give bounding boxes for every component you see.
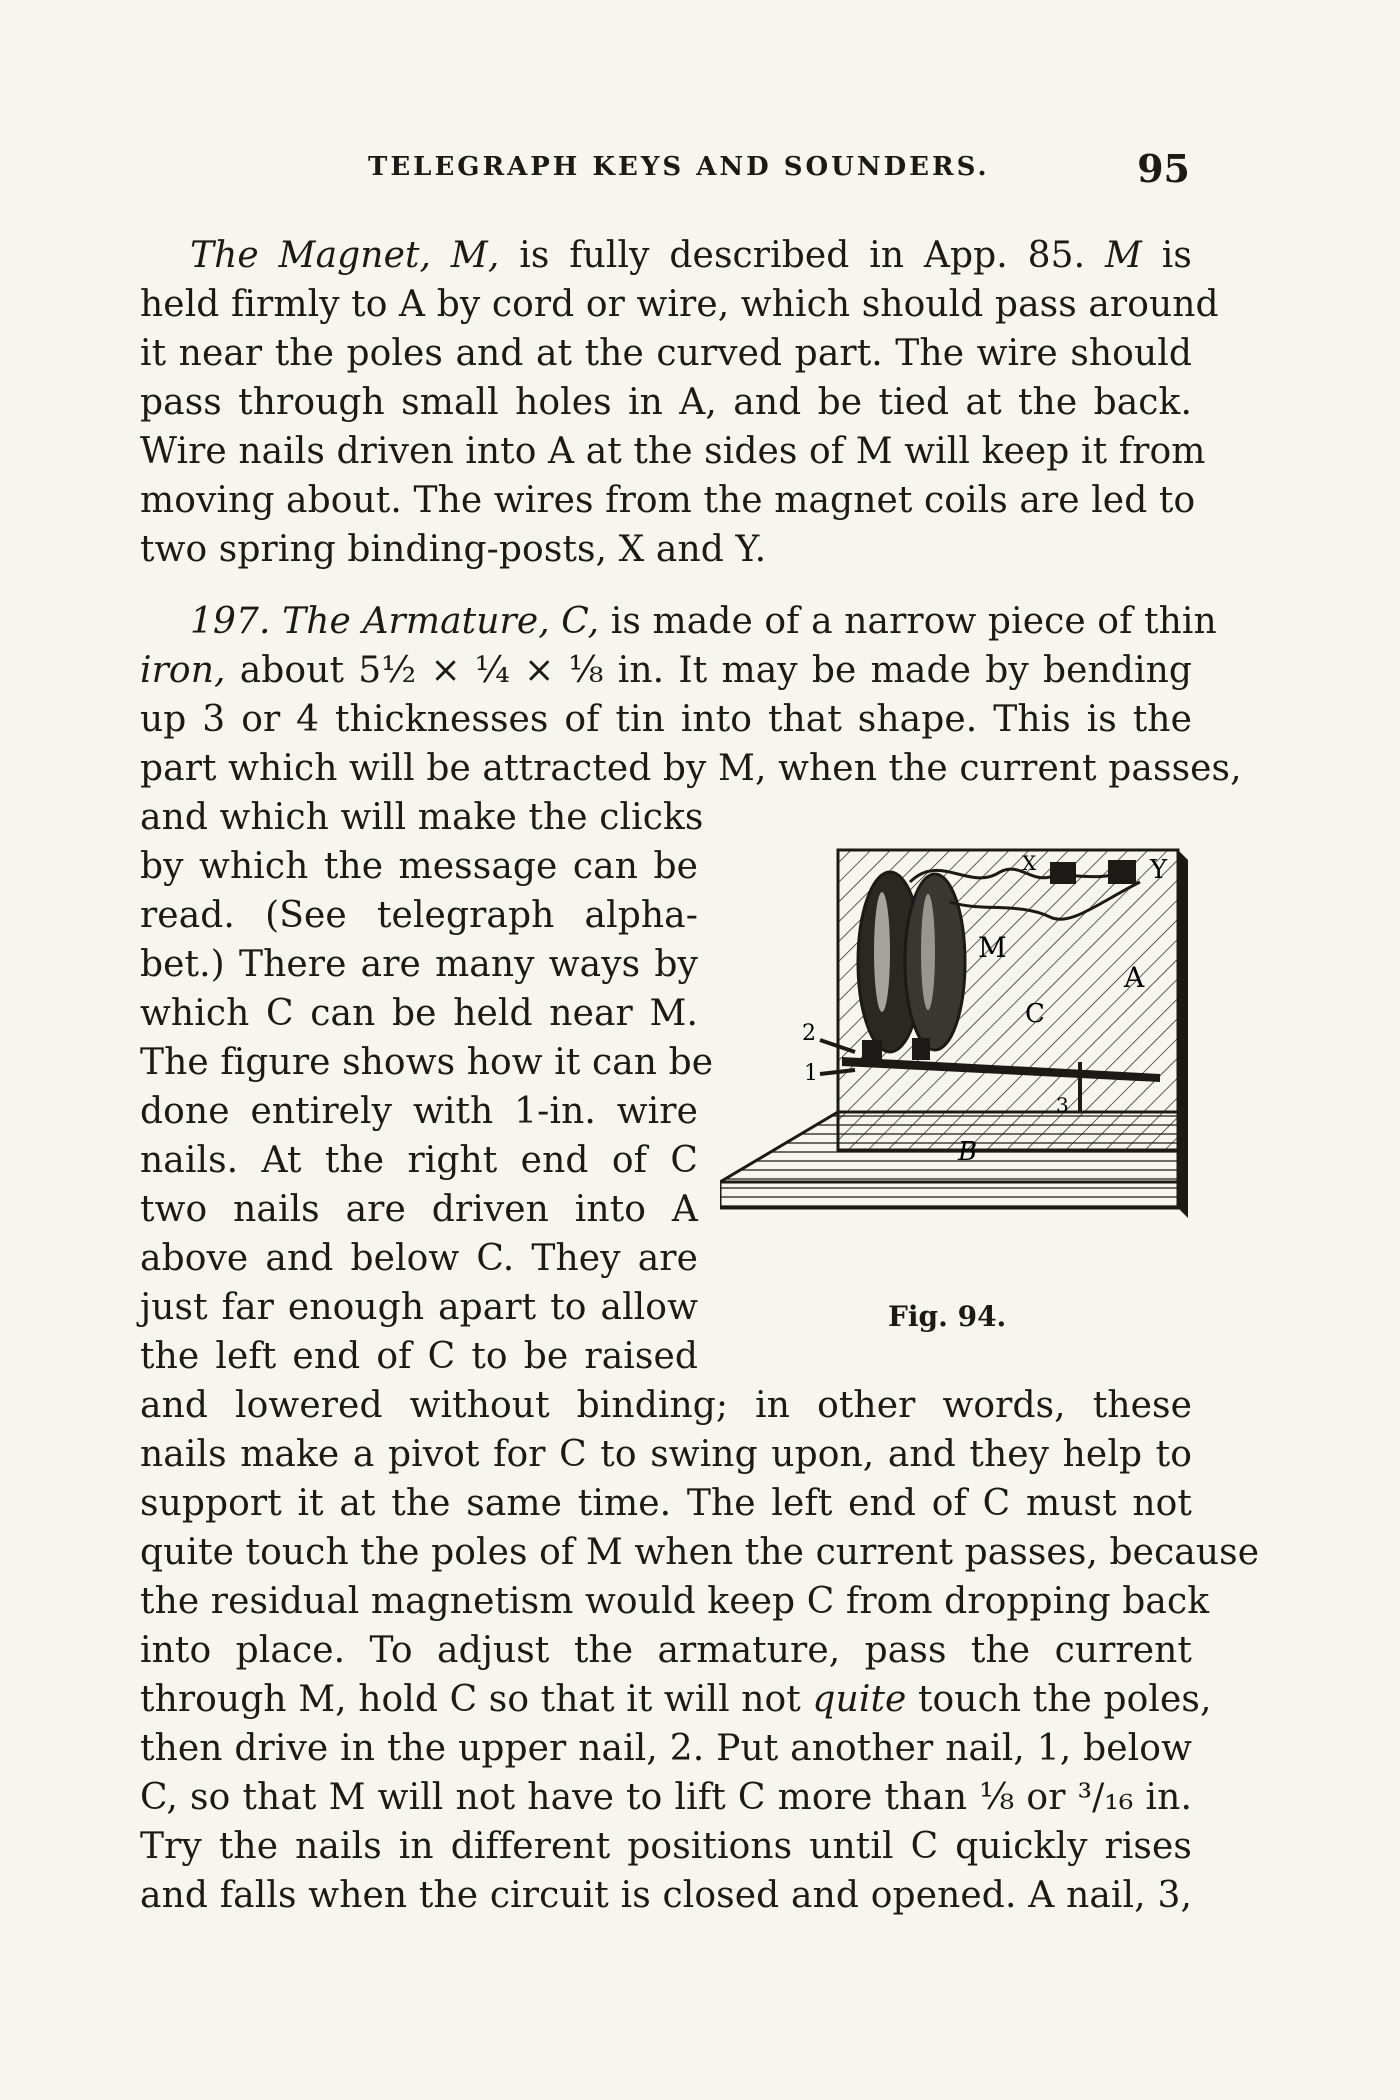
text-line: read. (See telegraph alpha-: [140, 895, 698, 936]
text-line: the left end of C to be raised: [140, 1336, 698, 1377]
text-line: part which will be attracted by M, when the current passes,: [140, 748, 1242, 789]
text-line: moving about. The wires from the magnet coils are led to: [140, 480, 1196, 521]
base-board-b: [720, 1112, 1188, 1218]
text-line: it near the poles and at the curved part. The wire should: [140, 333, 1192, 374]
label-2: 2: [802, 1021, 816, 1046]
text-line: Wire nails driven into A at the sides of M will keep it from: [140, 431, 1206, 472]
text-line: the residual magnetism would keep C from dropping back: [140, 1581, 1210, 1622]
text-line: The Magnet, M, is fully described in App. 85. M is: [190, 235, 1192, 276]
text-line: quite touch the poles of M when the current passes, because: [140, 1532, 1260, 1573]
page-number: 95: [1137, 146, 1190, 191]
sounder-drawing: [720, 842, 1190, 1272]
text-line: two nails are driven into A: [140, 1189, 698, 1230]
label-x: X: [1022, 851, 1037, 875]
binding-post-x: [1050, 862, 1076, 884]
running-head: TELEGRAPH KEYS AND SOUNDERS.: [368, 152, 990, 182]
text-line: through M, hold C so that it will not quite touch the poles,: [140, 1679, 1212, 1720]
text-line: into place. To adjust the armature, pass the current: [140, 1630, 1192, 1671]
page-header: [140, 146, 1190, 202]
text-line: just far enough apart to allow: [140, 1287, 698, 1328]
binding-post-y: [1108, 860, 1136, 884]
text-line: iron, about 5½ × ¼ × ⅛ in. It may be made by bending: [140, 650, 1192, 691]
text-line: C, so that M will not have to lift C more than ⅛ or ³/₁₆ in.: [140, 1777, 1192, 1818]
figure-caption: Fig. 94.: [888, 1300, 1007, 1333]
label-y: Y: [1150, 855, 1168, 885]
label-c: C: [1025, 999, 1045, 1029]
text-line: above and below C. They are: [140, 1238, 698, 1279]
text-line: then drive in the upper nail, 2. Put another nail, 1, below: [140, 1728, 1192, 1769]
text-line: by which the message can be: [140, 846, 698, 887]
label-b: B: [958, 1137, 978, 1167]
text-line: Try the nails in different positions until C quickly rises: [140, 1826, 1192, 1867]
text-line: bet.) There are many ways by: [140, 944, 698, 985]
text-line: 197. The Armature, C, is made of a narrow piece of thin: [190, 601, 1217, 642]
figure-94-illustration: [720, 842, 1190, 1272]
text-line: and lowered without binding; in other words, these: [140, 1385, 1192, 1426]
text-line: up 3 or 4 thicknesses of tin into that shape. This is the: [140, 699, 1192, 740]
text-line: nails make a pivot for C to swing upon, and they help to: [140, 1434, 1192, 1475]
label-1: 1: [804, 1061, 818, 1086]
text-line: done entirely with 1-in. wire: [140, 1091, 698, 1132]
text-line: two spring binding-posts, X and Y.: [140, 529, 767, 570]
label-3: 3: [1056, 1093, 1069, 1117]
label-m: M: [978, 931, 1007, 964]
text-line: The figure shows how it can be: [140, 1042, 714, 1083]
text-line: held firmly to A by cord or wire, which should pass around: [140, 284, 1219, 325]
text-line: support it at the same time. The left end of C must not: [140, 1483, 1192, 1524]
label-a: A: [1124, 961, 1145, 994]
text-line: and falls when the circuit is closed and opened. A nail, 3,: [140, 1875, 1192, 1916]
text-line: pass through small holes in A, and be tied at the back.: [140, 382, 1192, 423]
text-line: and which will make the clicks: [140, 797, 704, 838]
text-line: nails. At the right end of C: [140, 1140, 698, 1181]
section-197-heading: 197. The Armature, C,: [190, 601, 600, 642]
text-line: which C can be held near M.: [140, 993, 698, 1034]
term-the-magnet: The Magnet, M,: [190, 235, 500, 276]
